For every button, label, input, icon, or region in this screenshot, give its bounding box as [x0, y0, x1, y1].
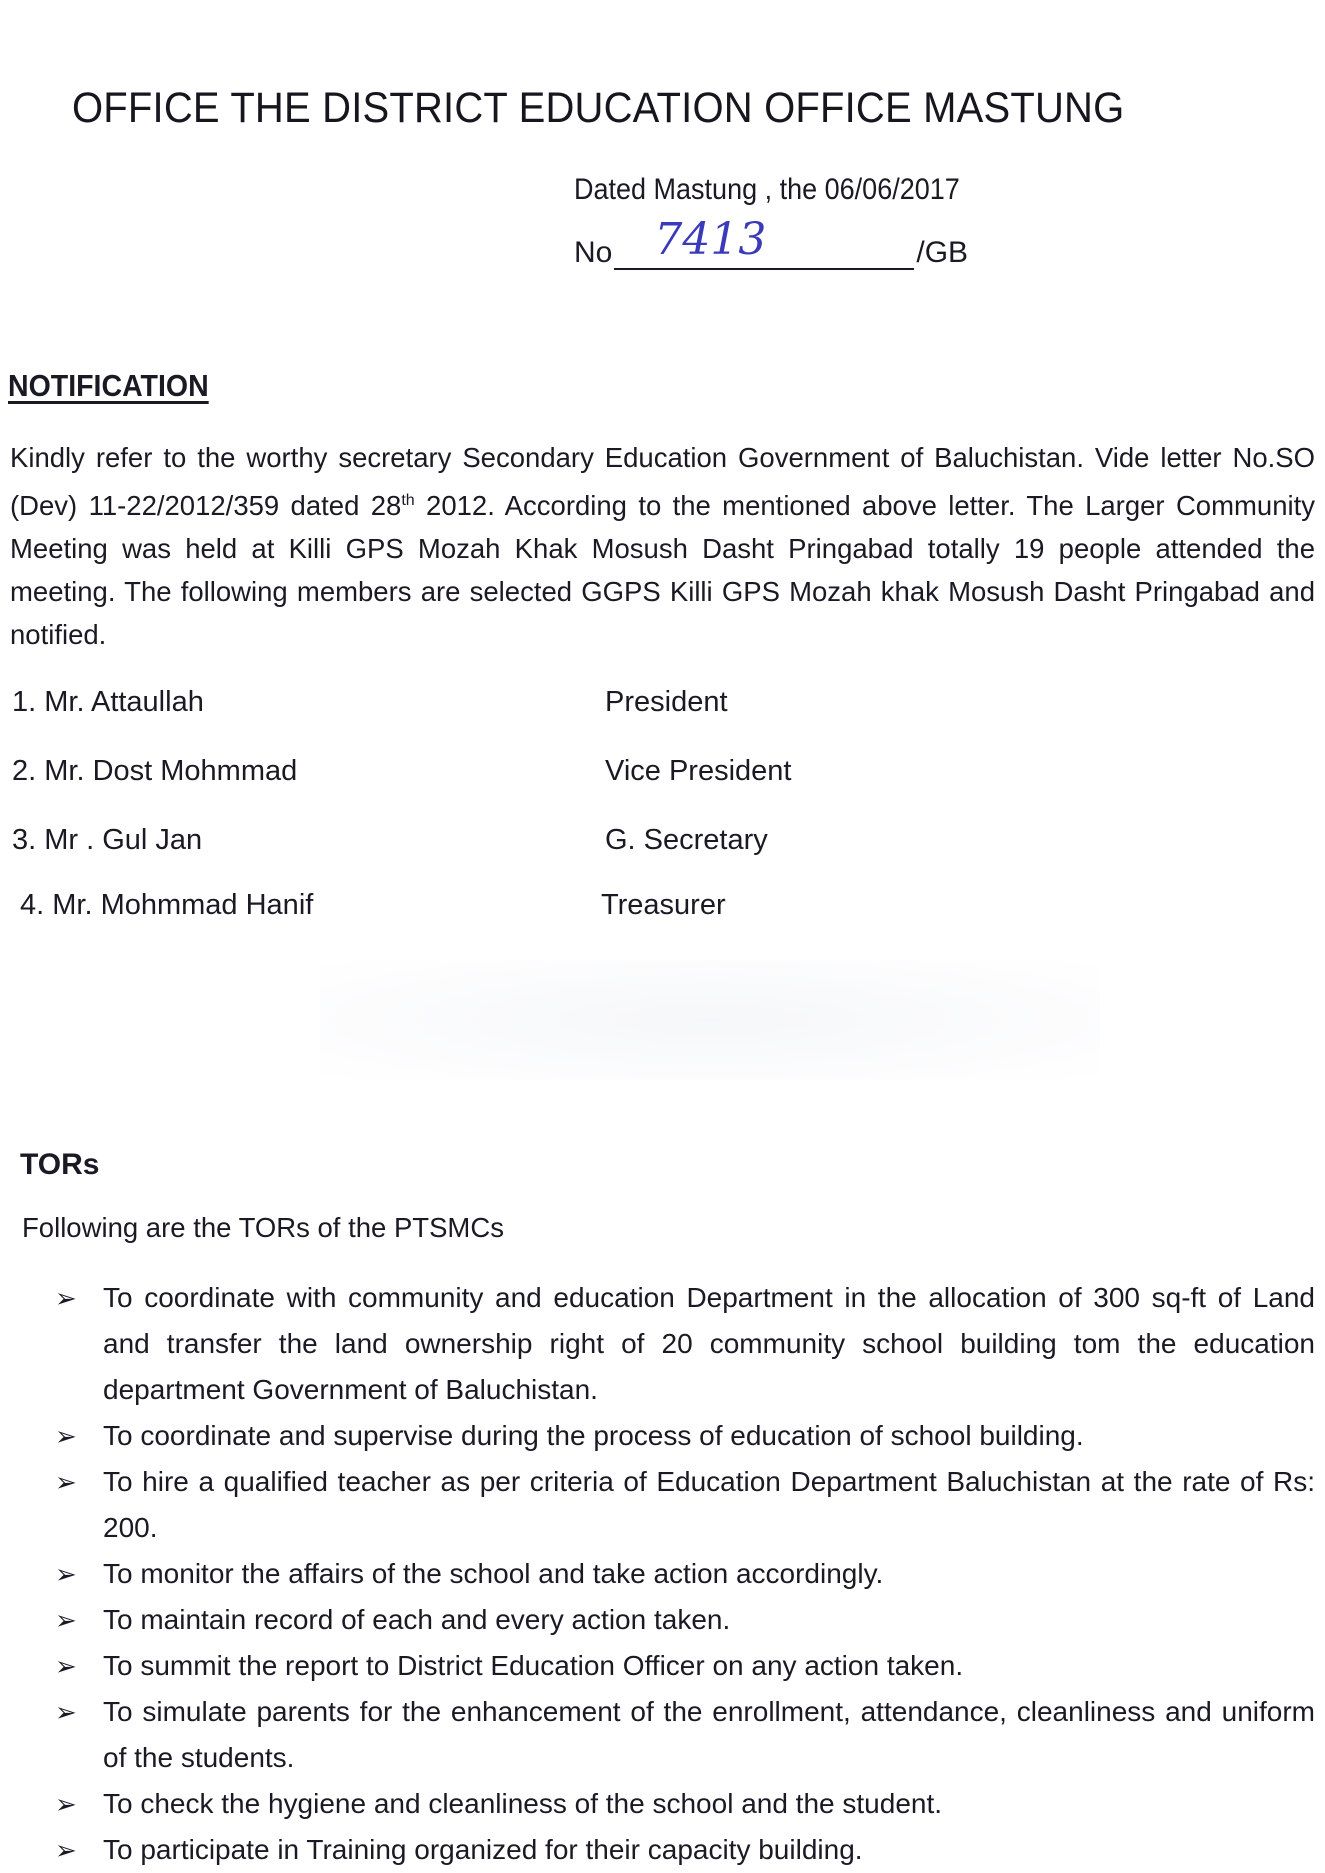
- ordinal-superscript: th: [401, 492, 415, 509]
- dated-line: Dated Mastung , the 06/06/2017: [574, 173, 960, 206]
- member-name: 1. Mr. Attaullah: [12, 686, 204, 718]
- member-role: G. Secretary: [605, 824, 768, 856]
- arrowhead-bullet-icon: ➢: [55, 1605, 77, 1635]
- member-name: 3. Mr . Gul Jan: [12, 824, 203, 856]
- tor-text: To coordinate and supervise during the process of education of school building.: [103, 1420, 1084, 1451]
- tors-intro: Following are the TORs of the PTSMCs: [22, 1212, 504, 1243]
- arrowhead-bullet-icon: ➢: [55, 1835, 77, 1865]
- paragraph-text-2: 2012. According to the mentioned above letter. The Larger Community Meeting was held at Killi GPS Mozah Khak Mosush Dasht Pringabad totally 19 people attended the meeting. The following members are selected GGPS Killi GPS Mozah khak Mosush Dasht Pringabad and notified.: [10, 490, 1316, 651]
- arrowhead-bullet-icon: ➢: [55, 1421, 77, 1451]
- tor-item: [55, 1551, 1315, 1597]
- faint-scan-artifact: [320, 960, 1100, 1080]
- arrowhead-bullet-icon: ➢: [55, 1697, 77, 1727]
- arrowhead-bullet-icon: ➢: [55, 1283, 77, 1313]
- member-name: 2. Mr. Dost Mohmmad: [12, 755, 298, 787]
- tor-text: To coordinate with community and education Department in the allocation of 300 sq-ft of Land and transfer the land ownership right of 20 community school building tom the education department Government of Baluchistan.: [103, 1282, 1315, 1405]
- office-title: OFFICE THE DISTRICT EDUCATION OFFICE MASTUNG: [72, 84, 1125, 132]
- notification-paragraph: [10, 436, 1315, 656]
- arrowhead-bullet-icon: ➢: [55, 1651, 77, 1681]
- arrowhead-bullet-icon: ➢: [55, 1789, 77, 1819]
- tor-text: To summit the report to District Education Officer on any action taken.: [103, 1650, 964, 1681]
- number-blank: [614, 214, 914, 270]
- handwritten-number: 7413: [654, 214, 767, 265]
- member-name: 4. Mr. Mohmmad Hanif: [20, 889, 314, 921]
- tor-text: To maintain record of each and every action taken.: [103, 1604, 731, 1635]
- tors-list: [55, 1275, 1315, 1873]
- tor-item: [55, 1689, 1315, 1781]
- arrowhead-bullet-icon: ➢: [55, 1559, 77, 1589]
- tor-text: To participate in Training organized for their capacity building.: [103, 1834, 863, 1865]
- tors-heading: TORs: [20, 1148, 100, 1181]
- number-prefix: No: [574, 236, 613, 269]
- tor-text: To simulate parents for the enhancement of the enrollment, attendance, cleanliness and uniform of the students.: [103, 1696, 1315, 1773]
- member-role: Vice President: [605, 755, 792, 787]
- arrowhead-bullet-icon: ➢: [55, 1467, 77, 1497]
- tor-item: [55, 1781, 1315, 1827]
- tor-item: [55, 1597, 1315, 1643]
- number-suffix: /GB: [916, 236, 969, 269]
- tor-item: [55, 1275, 1315, 1413]
- member-role: Treasurer: [601, 889, 726, 921]
- tor-text: To hire a qualified teacher as per criteria of Education Department Baluchistan at the rate of Rs: 200.: [103, 1466, 1315, 1543]
- reference-number-line: [574, 214, 969, 270]
- tor-item: [55, 1827, 1315, 1873]
- tor-item: [55, 1459, 1315, 1551]
- tor-text: To monitor the affairs of the school and take action accordingly.: [103, 1558, 884, 1589]
- tor-text: To check the hygiene and cleanliness of the school and the student.: [103, 1788, 943, 1819]
- notification-heading: NOTIFICATION: [8, 368, 209, 403]
- member-role: President: [605, 686, 728, 718]
- tor-item: [55, 1643, 1315, 1689]
- tor-item: [55, 1413, 1315, 1459]
- paragraph-text-1: Kindly refer to the worthy secretary Secondary Education Government of Baluchistan. Vide letter No.SO (Dev) 11-22/2012/359 dated 28: [10, 442, 1315, 522]
